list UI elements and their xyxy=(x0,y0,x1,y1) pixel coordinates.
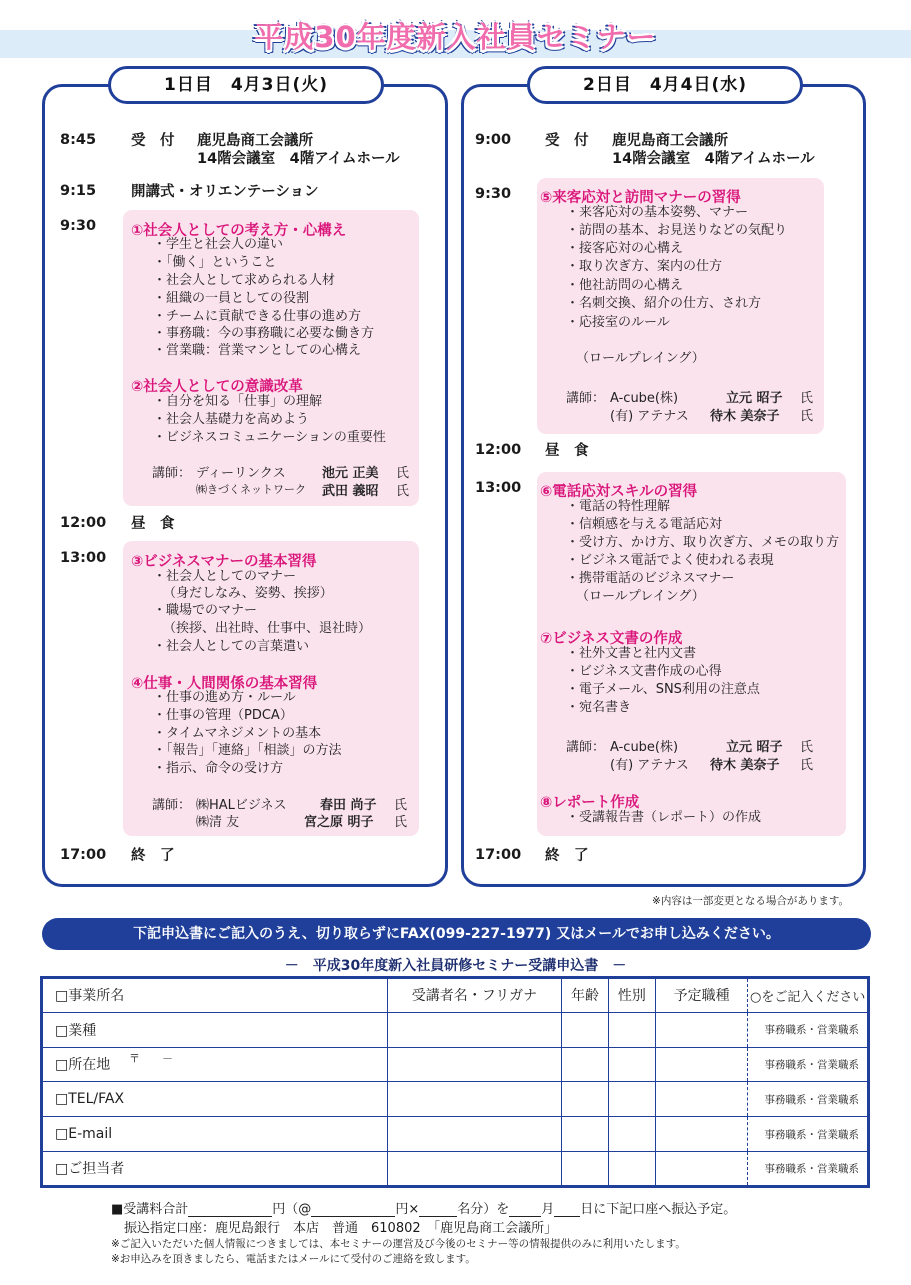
lecturer-label: 講師： xyxy=(152,466,192,481)
day1-reception-place1: 鹿児島商工会議所 xyxy=(197,133,313,149)
list-item: （挨拶、出社時、仕事中、退社時） xyxy=(163,621,372,636)
day2-reception-place2: 14階会議室 4階アイムホール xyxy=(612,151,815,167)
position-cell[interactable] xyxy=(655,1151,748,1186)
list-item: ・取り次ぎ方、案内の仕方 xyxy=(566,259,723,274)
age-cell[interactable] xyxy=(562,1151,609,1186)
day1-time-930: 9:30 xyxy=(60,218,97,234)
postal-mark: 〒 － xyxy=(129,1051,173,1065)
lecturer-org: ディーリンクス xyxy=(196,466,286,481)
list-item: ・接客応対の心構え xyxy=(566,241,684,256)
attendee-name-cell[interactable] xyxy=(387,1012,561,1047)
age-cell[interactable] xyxy=(562,1117,609,1152)
day1-header: 1日目 4月3日(火) xyxy=(108,66,384,104)
sec1-title: ①社会人としての考え方・心構え xyxy=(131,223,347,239)
lecturer-label: 講師： xyxy=(566,391,606,406)
list-item: ・社会人として求められる人材 xyxy=(153,273,336,288)
company-label: □事業所名 xyxy=(42,978,388,1013)
privacy-note: ※ご記入いただいた個人情報につきましては、本セミナーの運営及び今後のセミナー等の情報提供のみに利用いたします。 xyxy=(111,1238,686,1250)
day2-reception-label: 受 付 xyxy=(545,133,589,149)
list-item: ・他社訪問の心構え xyxy=(566,278,684,293)
sex-cell[interactable] xyxy=(608,1151,655,1186)
day2-time-930: 9:30 xyxy=(475,186,512,202)
day1-end-label: 終 了 xyxy=(131,848,175,864)
month-blank[interactable] xyxy=(509,1203,541,1217)
list-item: ・社会人としてのマナー xyxy=(153,569,297,584)
list-item: ・社外文書と社内文書 xyxy=(566,646,697,661)
fee-text: 名分）を xyxy=(457,1202,510,1217)
sex-header: 性別 xyxy=(608,978,655,1013)
day1-opening-label: 開講式・オリエンテーション xyxy=(131,184,319,200)
list-item: ・社会人としての言葉遣い xyxy=(153,639,310,654)
lecturer-org: (有) アテナス xyxy=(610,758,689,773)
day1-time-1300: 13:00 xyxy=(60,550,107,566)
day-blank[interactable] xyxy=(554,1203,580,1217)
list-item: ・来客応対の基本姿勢、マナー xyxy=(566,205,749,220)
lecturer-org: ㈱きづくネットワーク xyxy=(196,483,306,496)
list-item: ・事務職：今の事務職に必要な働き方 xyxy=(153,326,375,341)
lecturer-org: ㈱HALビジネス xyxy=(196,798,287,813)
sec7-title: ⑦ビジネス文書の作成 xyxy=(540,631,683,647)
count-blank[interactable] xyxy=(419,1203,457,1217)
list-item: ・受け方、かけ方、取り次ぎ方、メモの取り方 xyxy=(566,535,840,550)
lecturer-suffix: 氏 xyxy=(394,798,408,813)
fee-text: 円（@ xyxy=(272,1202,312,1217)
day2-time-1700: 17:00 xyxy=(475,847,522,863)
age-cell[interactable] xyxy=(562,1047,609,1082)
duty-option[interactable]: 事務職系・営業職系 xyxy=(748,1047,869,1082)
sex-cell[interactable] xyxy=(608,1117,655,1152)
list-item: ・ビジネス文書作成の心得 xyxy=(566,664,722,679)
lecturer-suffix: 氏 xyxy=(394,815,408,830)
list-item: ・電話の特性理解 xyxy=(566,499,671,514)
sec5-title: ⑤来客応対と訪問マナーの習得 xyxy=(540,190,741,206)
lecturer-label: 講師： xyxy=(566,740,606,755)
lecturer-name: 立元 昭子 xyxy=(726,740,783,755)
lecturer-suffix: 氏 xyxy=(396,484,410,499)
duty-option[interactable]: 事務職系・営業職系 xyxy=(748,1117,869,1152)
total-blank[interactable] xyxy=(188,1203,272,1217)
attendee-name-cell[interactable] xyxy=(387,1047,561,1082)
age-header: 年齢 xyxy=(562,978,609,1013)
list-item: ・学生と社会人の違い xyxy=(153,237,284,252)
fee-line xyxy=(111,1198,736,1217)
list-item: ・「働く」ということ xyxy=(153,255,277,270)
list-item: ・受講報告書（レポート）の作成 xyxy=(566,810,762,825)
lecturer-org: A-cube(株) xyxy=(610,391,679,406)
day2-time-1200: 12:00 xyxy=(475,442,522,458)
list-item: ・電子メール、SNS利用の注意点 xyxy=(566,682,760,697)
bank-account: 振込指定口座：鹿児島銀行 本店 普通 610802 「鹿児島商工会議所」 xyxy=(124,1221,558,1236)
sex-cell[interactable] xyxy=(608,1047,655,1082)
sec4-title: ④仕事・人間関係の基本習得 xyxy=(131,676,318,692)
position-cell[interactable] xyxy=(655,1047,748,1082)
industry-field[interactable]: □業種 xyxy=(42,1012,388,1047)
day2-end-label: 終 了 xyxy=(545,848,589,864)
change-note: ※内容は一部変更となる場合があります。 xyxy=(652,895,849,907)
lecturer-name: 武田 義昭 xyxy=(322,484,379,499)
list-item: ・「報告」「連絡」「相談」の方法 xyxy=(153,743,342,758)
list-item: （身だしなみ、姿勢、挨拶） xyxy=(163,586,333,601)
list-item: ・名刺交換、紹介の仕方、され方 xyxy=(566,296,762,311)
list-item: ・自分を知る「仕事」の理解 xyxy=(153,394,323,409)
fee-text: 日に下記口座へ振込予定。 xyxy=(580,1202,737,1217)
lecturer-suffix: 氏 xyxy=(800,391,814,406)
attendee-name-cell[interactable] xyxy=(387,1082,561,1117)
tel-fax-field[interactable]: □TEL/FAX xyxy=(42,1082,388,1117)
day1-time-1700: 17:00 xyxy=(60,847,107,863)
fee-text: 月 xyxy=(541,1202,555,1217)
lecturer-suffix: 氏 xyxy=(800,409,814,424)
fee-text: 円× xyxy=(395,1202,420,1217)
sex-cell[interactable] xyxy=(608,1082,655,1117)
lecturer-name: 待木 美奈子 xyxy=(710,409,780,424)
fax-banner: 下記申込書にご記入のうえ、切り取らずにFAX(099-227-1977) 又はメールでお申し込みください。 xyxy=(42,918,871,950)
position-header: 予定職種 xyxy=(655,978,748,1013)
email-field[interactable]: □E-mail xyxy=(42,1117,388,1152)
day1-reception-place2: 14階会議室 4階アイムホール xyxy=(197,151,400,167)
age-cell[interactable] xyxy=(562,1082,609,1117)
lecturer-suffix: 氏 xyxy=(800,740,814,755)
duty-option[interactable]: 事務職系・営業職系 xyxy=(748,1151,869,1186)
page-title: 平成30年度新入社員セミナー xyxy=(254,20,657,54)
lecturer-name: 立元 昭子 xyxy=(726,391,783,406)
list-item: ・タイムマネジメントの基本 xyxy=(153,726,322,741)
lecturer-name: 宮之原 明子 xyxy=(304,815,374,830)
contact-note: ※お申込みを頂きましたら、電話またはメールにて受付のご連絡を致します。 xyxy=(111,1253,476,1265)
list-item: ・組織の一員としての役割 xyxy=(153,291,310,306)
day2-time-1300: 13:00 xyxy=(475,480,522,496)
day1-time-915: 9:15 xyxy=(60,183,97,199)
duty-option[interactable]: 事務職系・営業職系 xyxy=(748,1082,869,1117)
sex-cell[interactable] xyxy=(608,1012,655,1047)
day1-reception-label: 受 付 xyxy=(131,133,175,149)
attendee-name-cell[interactable] xyxy=(387,1151,561,1186)
lecturer-org: (有) アテナス xyxy=(610,409,689,424)
list-item: ・宛名書き xyxy=(566,700,632,715)
list-item: ・ビジネス電話でよく使われる表現 xyxy=(566,553,774,568)
age-cell[interactable] xyxy=(562,1012,609,1047)
list-item: ・営業職：営業マンとしての心構え xyxy=(153,343,362,358)
list-item: ・チームに貢献できる仕事の進め方 xyxy=(153,309,362,324)
list-item: ・ビジネスコミュニケーションの重要性 xyxy=(153,430,386,445)
attendee-name-cell[interactable] xyxy=(387,1117,561,1152)
choose-header: ○をご記入ください xyxy=(748,978,869,1013)
list-item: ・応接室のルール xyxy=(566,315,670,330)
day1-lunch-label: 昼 食 xyxy=(131,516,175,532)
list-item: ・指示、命令の受け方 xyxy=(153,761,284,776)
fee-label: ■受講料合計 xyxy=(111,1202,189,1217)
day1-time-845: 8:45 xyxy=(60,132,97,148)
list-item: （ロールプレイング） xyxy=(576,589,705,604)
list-item: ・信頼感を与える電話応対 xyxy=(566,517,723,532)
list-item: ・訪問の基本、お見送りなどの気配り xyxy=(566,223,788,238)
duty-option[interactable]: 事務職系・営業職系 xyxy=(748,1012,869,1047)
day2-lunch-label: 昼 食 xyxy=(545,443,589,459)
day2-header: 2日目 4月4日(水) xyxy=(527,66,803,104)
lecturer-suffix: 氏 xyxy=(396,466,410,481)
sec8-title: ⑧レポート作成 xyxy=(540,795,640,811)
list-item: ・社会人基礎力を高めよう xyxy=(153,412,310,427)
lecturer-org: ㈱清 友 xyxy=(196,815,240,830)
day2-reception-place1: 鹿児島商工会議所 xyxy=(612,133,728,149)
contact-person-field[interactable]: □ご担当者 xyxy=(42,1151,388,1186)
lecturer-org: A-cube(株) xyxy=(610,740,679,755)
address-field[interactable] xyxy=(42,1047,388,1082)
position-cell[interactable] xyxy=(655,1082,748,1117)
list-item: ・職場でのマナー xyxy=(153,603,258,618)
lecturer-label: 講師： xyxy=(152,798,192,813)
position-cell[interactable] xyxy=(655,1012,748,1047)
unit-blank[interactable] xyxy=(311,1203,395,1217)
application-form xyxy=(40,976,870,1188)
list-item: ・仕事の進め方・ルール xyxy=(153,690,296,705)
lecturer-name: 池元 正美 xyxy=(322,466,379,481)
list-item: ・仕事の管理（PDCA） xyxy=(153,708,293,723)
position-cell[interactable] xyxy=(655,1117,748,1152)
list-item: ・携帯電話のビジネスマナー xyxy=(566,571,735,586)
day1-time-1200: 12:00 xyxy=(60,515,107,531)
sec6-title: ⑥電話応対スキルの習得 xyxy=(540,484,698,500)
sec2-title: ②社会人としての意識改革 xyxy=(131,379,303,395)
day2-time-900: 9:00 xyxy=(475,132,512,148)
name-header: 受講者名・フリガナ xyxy=(387,978,561,1013)
lecturer-name: 春田 尚子 xyxy=(320,798,377,813)
lecturer-name: 待木 美奈子 xyxy=(710,758,780,773)
list-item: （ロールプレイング） xyxy=(576,351,705,366)
address-label: □所在地 xyxy=(55,1057,111,1074)
lecturer-suffix: 氏 xyxy=(800,758,814,773)
form-title: － 平成30年度新入社員研修セミナー受講申込書 － xyxy=(284,958,627,974)
sec3-title: ③ビジネスマナーの基本習得 xyxy=(131,554,317,570)
